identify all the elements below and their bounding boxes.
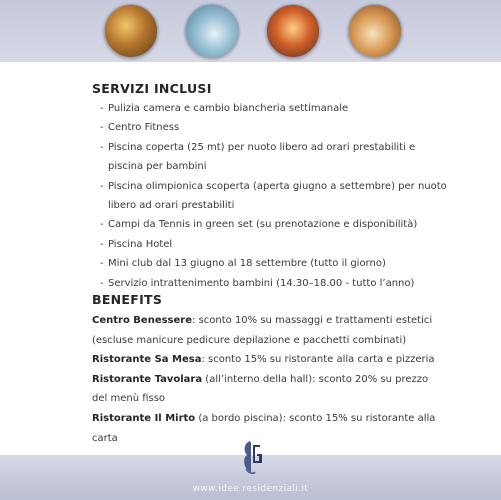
benefit-centro: Centro Benessere: sconto 10% su massaggi e trattamenti estetici [92,315,433,326]
list-item: - Campi da Tennis in green set (su prenotazione e disponibilità) [100,219,418,231]
benefits-list [92,311,492,448]
benefit-mirto-cont: carta [92,432,118,444]
list-item: - Servizio intrattenimento bambini (14.30–18.00 - tutto l’anno) [100,277,415,289]
benefit-tavolara-cont: del menù fisso [92,393,166,405]
benefits-title: BENEFITS [92,292,163,307]
website-url[interactable]: www.idee residenziali.it [192,484,309,494]
list-item: - Pulizia camera e cambio biancheria settimanale [100,103,349,114]
list-item: - Piscina Hotel [100,238,173,250]
benefit-centro-note: (escluse manicure pedicure depilazione e pacchetti combinati) [92,334,407,346]
list-item: - Mini club dal 13 giugno al 18 settembre (tutto il giorno) [100,258,386,270]
brand-logo-icon [240,439,266,475]
benefit-tavolara: Ristorante Tavolara (all’interno della hall): sconto 20% su prezzo [92,373,429,385]
list-item: - Piscina coperta (25 mt) per nuoto libero ad orari prestabiliti e [100,141,416,153]
benefit-samesa: Ristorante Sa Mesa: sconto 15% su ristorante alla carta e pizzeria [92,354,435,366]
list-item-continuation: libero ad orari prestabiliti [108,200,235,212]
servizi-title: SERVIZI INCLUSI [92,81,212,96]
list-item: - Piscina olimpionica scoperta (aperta giugno a settembre) per nuoto [100,180,447,192]
list-item: - Centro Fitness [100,122,180,134]
benefit-mirto: Ristorante Il Mirto (a bordo piscina): sconto 15% su ristorante alla [92,412,436,424]
servizi-list [100,99,447,293]
list-item-continuation: piscina per bambini [108,161,207,173]
